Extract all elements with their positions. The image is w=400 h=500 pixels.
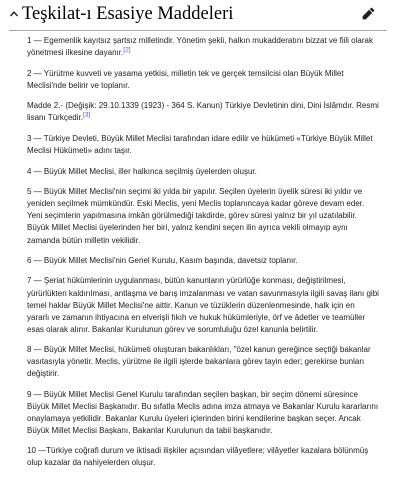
pencil-icon[interactable] bbox=[362, 7, 375, 20]
article-4: 4 — Büyük Millet Meclisi, iller halkınca seçilmiş üyelerden oluşur. bbox=[27, 166, 257, 176]
article-10: 10 —Türkiye coğrafi durum ve iktisadi ilişkiler açısından vilâyetlere; vilâyetler kazalara bölünmüş olup kazalar da nahiyelerden oluşur. bbox=[27, 446, 369, 468]
reference-link[interactable]: [3] bbox=[82, 111, 91, 119]
article-3: 3 — Türkiye Devleti, Büyük Millet Meclisi tarafından idare edilir ve hükümeti «Türkiye Büyük Millet Meclisi Hükümeti» adını taşır. bbox=[27, 133, 373, 155]
article-6: 6 — Büyük Millet Meclisi'nin Genel Kurulu, Kasım başında, davetsiz toplanır. bbox=[27, 255, 298, 265]
section-header bbox=[0, 0, 400, 30]
article-2: 2 — Yürütme kuvveti ve yasama yetkisi, milletin tek ve gerçek temsilcisi olan Büyük Millet Meclisi'nde belirir ve toplanır. bbox=[27, 68, 344, 90]
article-8: 8 — Büyük Millet Meclisi, hükümeti oluşturan bakanlıkları, "özel kanun gereğince seçtiği bakanlar vasıtasıyla yönetir. Meclis, yürütme ile ilgili işlerde bakanlara görev tayin eder; gerekirse bunları değiştirir. bbox=[27, 345, 371, 379]
reference-link[interactable]: [2] bbox=[123, 46, 131, 54]
article-2-amended: Madde 2.- (Değişik: 29.10.1339 (1923) - 364 S. Kanun) Türkiye Devletinin dini, Dini İslâmdır. Resmi lisanı Türkçedir.[3] bbox=[27, 101, 379, 123]
section-title: Teşkilat-ı Esasiye Maddeleri bbox=[22, 4, 234, 24]
article-9: 9 — Büyük Millet Meclisi Genel Kurulu tarafından seçilen başkan, bir seçim dönemi süresince Büyük Millet Meclisi Başkanıdır. Bu sıfatla Meclis adına imza atmaya ve Bakanlar Kurulu kararlarını onaylamaya yetkilidir. Bakanlar Kurulu üyeleri içlerinden birini kendilerine başkan seçer. Ancak Büyük Millet Meclisi Başkanı, Bakanlar Kurulunun da tabii başkanıdır. bbox=[27, 389, 379, 435]
article-5: 5 — Büyük Millet Meclisi'nin seçimi iki yılda bir yapılır. Seçilen üyelerin üyelik süresi iki yıldır ve yeniden seçilmek mümkündür. Eski Meclis, yeni Meclis toplanıncaya kadar göreve devam eder. Yeni seçimlerin yapılmasına imkân görülmediği takdirde, görev süresi yalnız bir yıl uzatılabilir. Büyük Millet Meclisi üyelerinden her biri, yalnız kendini seçen ilin ayrıca vekili olmayıp aynı zamanda bütün milletin vekilidir. bbox=[27, 187, 365, 245]
section-divider bbox=[9, 30, 387, 31]
article-1: 1 — Egemenlik kayıtsız şartsız milletindir. Yönetim şekli, halkın mukadderatını bizzat ve fiili olarak yönetmesi ilkesine dayanır.[2] bbox=[27, 36, 373, 58]
chevron-up-icon[interactable] bbox=[9, 9, 19, 19]
article-7: 7 — Şeriat hükümlerinin uygulanması, bütün kanunların yürürlüğe konması, değiştirilmesi, yürürlükten kaldırılması, antlaşma ve barış imzalanması ve vatan savunmasıyla ilgili savaş ilanı gibi temel haklar Büyük Millet Meclisi'ne aittir. Kanun ve tüzüklerin düzenlenmesinde, halk için en yararlı ve zamanın ihtiyacına en elverişli fıkıh ve hukuk hükümleriyle, örf ve âdetler ve teamüller esas olarak alınır. Bakanlar Kurulunun görev ve sorumluluğu özel kanunla belirtilir. bbox=[27, 276, 379, 334]
